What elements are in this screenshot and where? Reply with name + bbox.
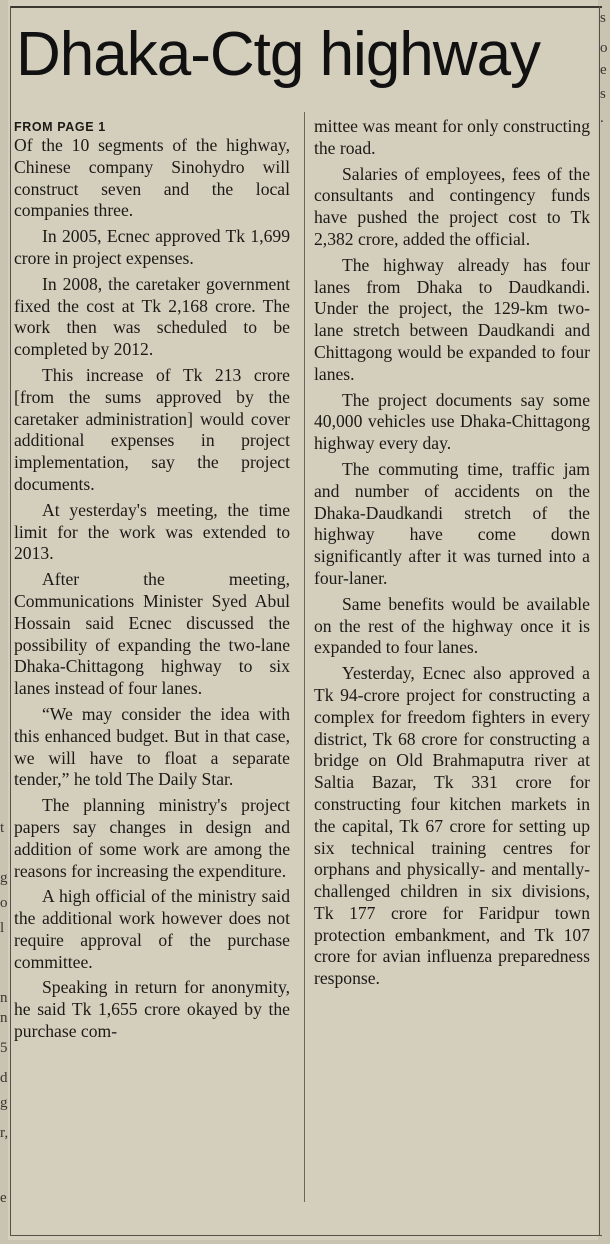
edge-letter-fragment: e [600, 62, 607, 78]
right-column [314, 116, 590, 994]
article-paragraph: The highway already has four lanes from Dhaka to Daudkandi. Under the project, the 129-km two-lane stretch between Daudkandi and Chittagong would be expanded to four lanes. [314, 254, 590, 384]
edge-letter-fragment: s [600, 86, 606, 102]
edge-letter-fragment: o [600, 40, 608, 56]
article-paragraph: The commuting time, traffic jam and number of accidents on the Dhaka-Daudkandi stretch of the highway have come down significantly after it was turned into a four-laner. [314, 458, 590, 588]
edge-letter-fragment: n [0, 1010, 8, 1026]
right-border-rule [599, 6, 600, 1236]
edge-letter-fragment: r, [0, 1125, 9, 1141]
article-paragraph: “We may consider the idea with this enhanced budget. But in that case, we will have to float a separate tender,” he told The Daily Star. [14, 703, 290, 790]
article-paragraph: mittee was meant for only constructing the road. [314, 116, 590, 158]
column-divider [304, 112, 305, 1202]
left-column [14, 116, 290, 1047]
edge-letter-fragment: t [0, 820, 5, 836]
top-rule [10, 6, 602, 8]
edge-letter-fragment: o [0, 895, 8, 911]
article-paragraph: In 2008, the caretaker government fixed the cost at Tk 2,168 crore. The work then was scheduled to be completed by 2012. [14, 273, 290, 360]
article-paragraph: The project documents say some 40,000 vehicles use Dhaka-Chittagong highway every day. [314, 389, 590, 454]
edge-letter-fragment: g [0, 1095, 8, 1111]
article-paragraph: Same benefits would be available on the rest of the highway once it is expanded to four lanes. [314, 593, 590, 658]
article-paragraph: After the meeting, Communications Minister Syed Abul Hossain said Ecnec discussed the possibility of expanding the two-lane Dhaka-Chittagong highway to six lanes instead of four lanes. [14, 569, 290, 699]
edge-letter-fragment: g [0, 870, 8, 886]
left-column-body [14, 135, 290, 1043]
article-paragraph: In 2005, Ecnec approved Tk 1,699 crore in project expenses. [14, 226, 290, 268]
left-border-rule [10, 6, 11, 1236]
edge-letter-fragment: 5 [0, 1040, 8, 1056]
edge-letter-fragment: . [600, 110, 604, 126]
article-paragraph: Of the 10 segments of the highway, Chinese company Sinohydro will construct seven and the local companies three. [14, 135, 290, 221]
article-paragraph: Yesterday, Ecnec also approved a Tk 94-crore project for constructing a complex for freedom fighters in every district, Tk 68 crore for constructing a bridge on Old Brahmaputra river at Saltia Bazar, Tk 331 crore for constructing four kitchen markets in the capital, Tk 67 crore for setting up six technical training centres for orphans and physically- and mentally-challenged children in six divisions, Tk 177 crore for Faridpur town protection embankment, and Tk 107 crore for avian influenza preparedness response. [314, 663, 590, 989]
bottom-rule [10, 1235, 602, 1236]
edge-letter-fragment: l [0, 920, 5, 936]
edge-letter-fragment: e [0, 1190, 7, 1206]
article-paragraph: Salaries of employees, fees of the consultants and contingency funds have pushed the project cost to Tk 2,382 crore, added the official. [314, 163, 590, 249]
kicker: FROM PAGE 1 [14, 120, 106, 134]
article-paragraph: A high official of the ministry said the additional work however does not require approval of the purchase committee. [14, 886, 290, 972]
article-paragraph: This increase of Tk 213 crore [from the sums approved by the caretaker administration] would cover additional expenses in project implementation, say the project documents. [14, 364, 290, 494]
edge-letter-fragment: d [0, 1070, 8, 1086]
article-paragraph: Speaking in return for anonymity, he said Tk 1,655 crore okayed by the purchase com- [14, 977, 290, 1042]
edge-letter-fragment: s [600, 10, 606, 26]
right-column-body [314, 116, 590, 990]
headline: Dhaka-Ctg highway [16, 20, 541, 89]
edge-letter-fragment: n [0, 990, 8, 1006]
article-paragraph: The planning ministry's project papers say changes in design and addition of some work are among the reasons for increasing the expenditure. [14, 795, 290, 881]
article-paragraph: At yesterday's meeting, the time limit for the work was extended to 2013. [14, 499, 290, 564]
